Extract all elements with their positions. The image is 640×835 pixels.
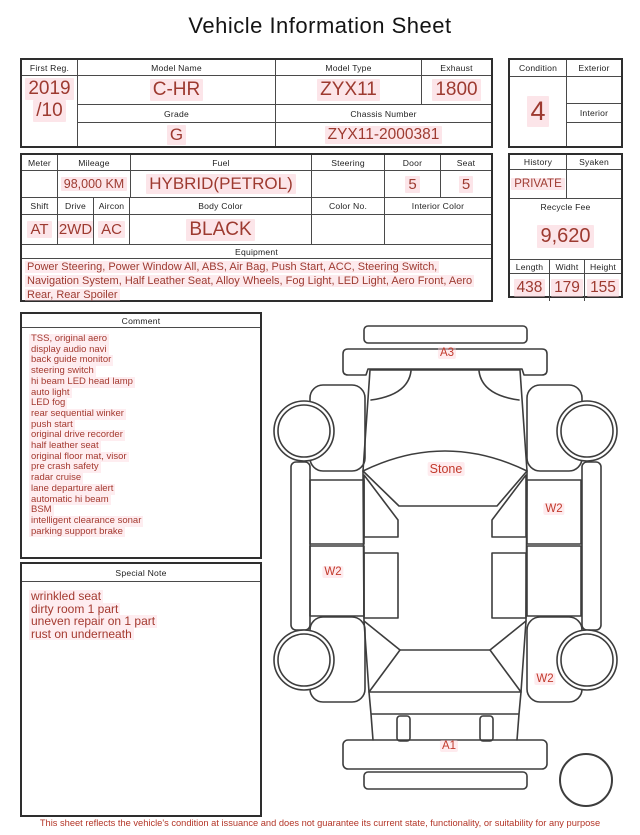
spec-row-group-a [22,155,491,198]
wheel-front-left [274,401,334,461]
condition-value: 4 [527,96,548,127]
height-value: 155 [587,279,619,297]
history-label: History [510,155,567,170]
comment-title: Comment [22,314,260,328]
special-note-box [20,562,262,817]
special-note-title: Special Note [22,564,260,582]
first-reg-label: First Reg. [22,60,78,76]
list-item: wrinkled seat [31,589,102,603]
fuel-value: HYBRID(PETROL) [146,174,296,194]
aircon-value: AC [98,221,125,238]
steering-value-cell [312,171,385,198]
chassis-number-label: Chassis Number [276,105,491,123]
width-value: 179 [551,279,583,297]
recycle-fee-value: 9,620 [537,225,593,248]
door-value: 5 [405,176,419,193]
exterior-value-cell [567,77,621,104]
model-name-label: Model Name [78,60,276,76]
comment-box [20,312,262,559]
exhaust-label: Exhaust [422,60,491,76]
drive-value-cell [58,215,94,245]
wheel-front-right [557,401,617,461]
list-item: dirty room 1 part [31,601,119,616]
list-item: steering switch [31,365,94,377]
aircon-value-cell [94,215,130,245]
rear-lower-strip [364,772,527,789]
damage-label-windshield: Stone [429,462,463,476]
list-item: TSS, original aero [31,333,108,344]
list-item: rear sequential winker [31,407,124,419]
height-label: Height [585,260,621,274]
first-reg-month: /10 [33,100,65,122]
list-item: LED fog [31,397,66,409]
seat-value-cell [441,171,491,198]
list-item: BSM [31,504,52,516]
mileage-value-cell [58,171,131,198]
damage-label-right-front-door: W2 [545,503,563,515]
steering-label: Steering [312,155,385,171]
first-reg-value-cell [22,76,78,146]
equipment-value: Power Steering, Power Window All, ABS, Air Bag, Push Start, ACC, Steering Switch, Navigation System, Half Leather Seat, Alloy Wheels, Fog Light, LED Light, Aero Front, Aero Rear, Rear Spoiler [27,261,473,301]
meter-label: Meter [22,155,58,171]
headlight-right-arc [479,371,519,400]
list-item: lane departure alert [31,482,114,494]
list-item: hi beam LED head lamp [31,375,133,387]
spec-table [20,153,493,302]
condition-value-cell [510,77,567,146]
mileage-value: 98,000 KM [61,177,127,191]
model-type-value: ZYX11 [317,79,380,101]
list-item: automatic hi beam [31,493,109,505]
seat-label: Seat [441,155,491,171]
color-no-label: Color No. [312,198,385,215]
spare-tire-circle [560,754,612,806]
exhaust-value: 1800 [432,79,480,101]
disclaimer-text: This sheet reflects the vehicle's condition at issuance and does not guarantee its current state, functionality, or suitability for any purpose [39,818,601,828]
special-note-list [22,582,260,640]
mileage-label: Mileage [58,155,131,171]
history-value: PRIVATE [511,178,565,190]
model-type-label: Model Type [276,60,422,76]
list-item: half leather seat [31,440,99,452]
interior-value-cell [567,123,621,146]
drive-value: 2WD [58,221,94,238]
list-item: original drive recorder [31,429,123,441]
rear-window-shape [369,650,521,692]
syaken-value-cell [567,170,621,199]
meter-value-cell [22,171,58,198]
recycle-fee-value-cell [510,214,621,260]
damage-diagram [265,315,635,815]
registration-table [20,58,493,148]
damage-label-rear-bumper: A1 [441,740,457,752]
hood-outline [363,370,527,471]
interior-color-label: Interior Color [385,198,491,215]
list-item: display audio navi [31,343,107,355]
interior-label: Interior [567,104,621,123]
chassis-number-value-cell [276,123,491,146]
model-name-value-cell [78,76,276,105]
damage-label-front-bumper: A3 [439,347,455,359]
body-color-label: Body Color [130,198,312,215]
length-value-cell [510,274,550,301]
list-item: push start [31,418,73,430]
grade-label: Grade [78,105,276,123]
width-value-cell [550,274,585,301]
rocker-panel-right [582,462,601,630]
condition-label: Condition [510,60,567,77]
fuel-value-cell [131,171,312,198]
door-label: Door [385,155,441,171]
list-item: radar cruise [31,472,82,484]
exhaust-value-cell [422,76,491,105]
rear-door-panel-right [527,546,581,616]
equipment-label: Equipment [22,245,491,259]
recycle-fee-label: Recycle Fee [540,201,591,212]
list-item: intelligent clearance sonar [31,514,142,526]
length-value: 438 [514,279,546,297]
rocker-panel-left [291,462,310,630]
aircon-label: Aircon [94,198,130,215]
first-reg-year: 2019 [25,78,73,100]
syaken-label: Syaken [567,155,621,170]
comment-list [22,328,260,537]
list-item: back guide monitor [31,354,112,366]
rear-door-window-left [364,553,398,618]
model-type-value-cell [276,76,422,105]
tailgate-lines [369,692,521,740]
c-pillar-right [490,621,526,650]
tail-light-right [480,716,493,741]
list-item: uneven repair on 1 part [31,614,156,629]
exterior-label: Exterior [567,60,621,77]
model-name-value: C-HR [150,79,204,101]
equipment-text [22,259,491,302]
height-value-cell [585,274,621,301]
chassis-number-value: ZYX11-2000381 [325,126,443,144]
list-item: rust on underneath [31,626,132,641]
wheel-rear-right [557,630,617,690]
wheel-rear-left [274,630,334,690]
page-title: Vehicle Information Sheet [188,13,452,38]
history-value-cell [510,170,567,199]
list-item: auto light [31,386,70,398]
door-value-cell [385,171,441,198]
list-item: pre crash safety [31,461,99,473]
front-upper-strip [364,326,527,343]
list-item: original floor mat, visor [31,450,127,462]
damage-label-left-rear-door: W2 [324,566,342,578]
shift-label: Shift [22,198,58,215]
front-door-panel-left [310,480,364,544]
body-color-value-cell [130,215,312,245]
grade-value-cell [78,123,276,146]
drive-label: Drive [58,198,94,215]
body-color-value: BLACK [186,219,254,241]
condition-box [508,58,623,148]
c-pillar-left [364,621,400,650]
spec-row-group-b [22,198,491,245]
front-door-window-left [364,475,398,537]
history-box [508,153,623,298]
damage-label-right-rear-fender: W2 [536,673,554,685]
fuel-label: Fuel [131,155,312,171]
list-item: parking support brake [31,525,123,537]
rear-door-panel-left [310,546,364,616]
color-no-value-cell [312,215,385,245]
shift-value: AT [27,221,51,238]
headlight-left-arc [371,371,411,400]
width-label: Widht [550,260,585,274]
grade-value: G [167,125,186,145]
interior-color-value-cell [385,215,491,245]
windshield-shape [363,451,527,506]
tail-light-left [397,716,410,741]
rear-door-window-right [492,553,526,618]
shift-value-cell [22,215,58,245]
seat-value: 5 [459,176,473,193]
length-label: Length [510,260,550,274]
